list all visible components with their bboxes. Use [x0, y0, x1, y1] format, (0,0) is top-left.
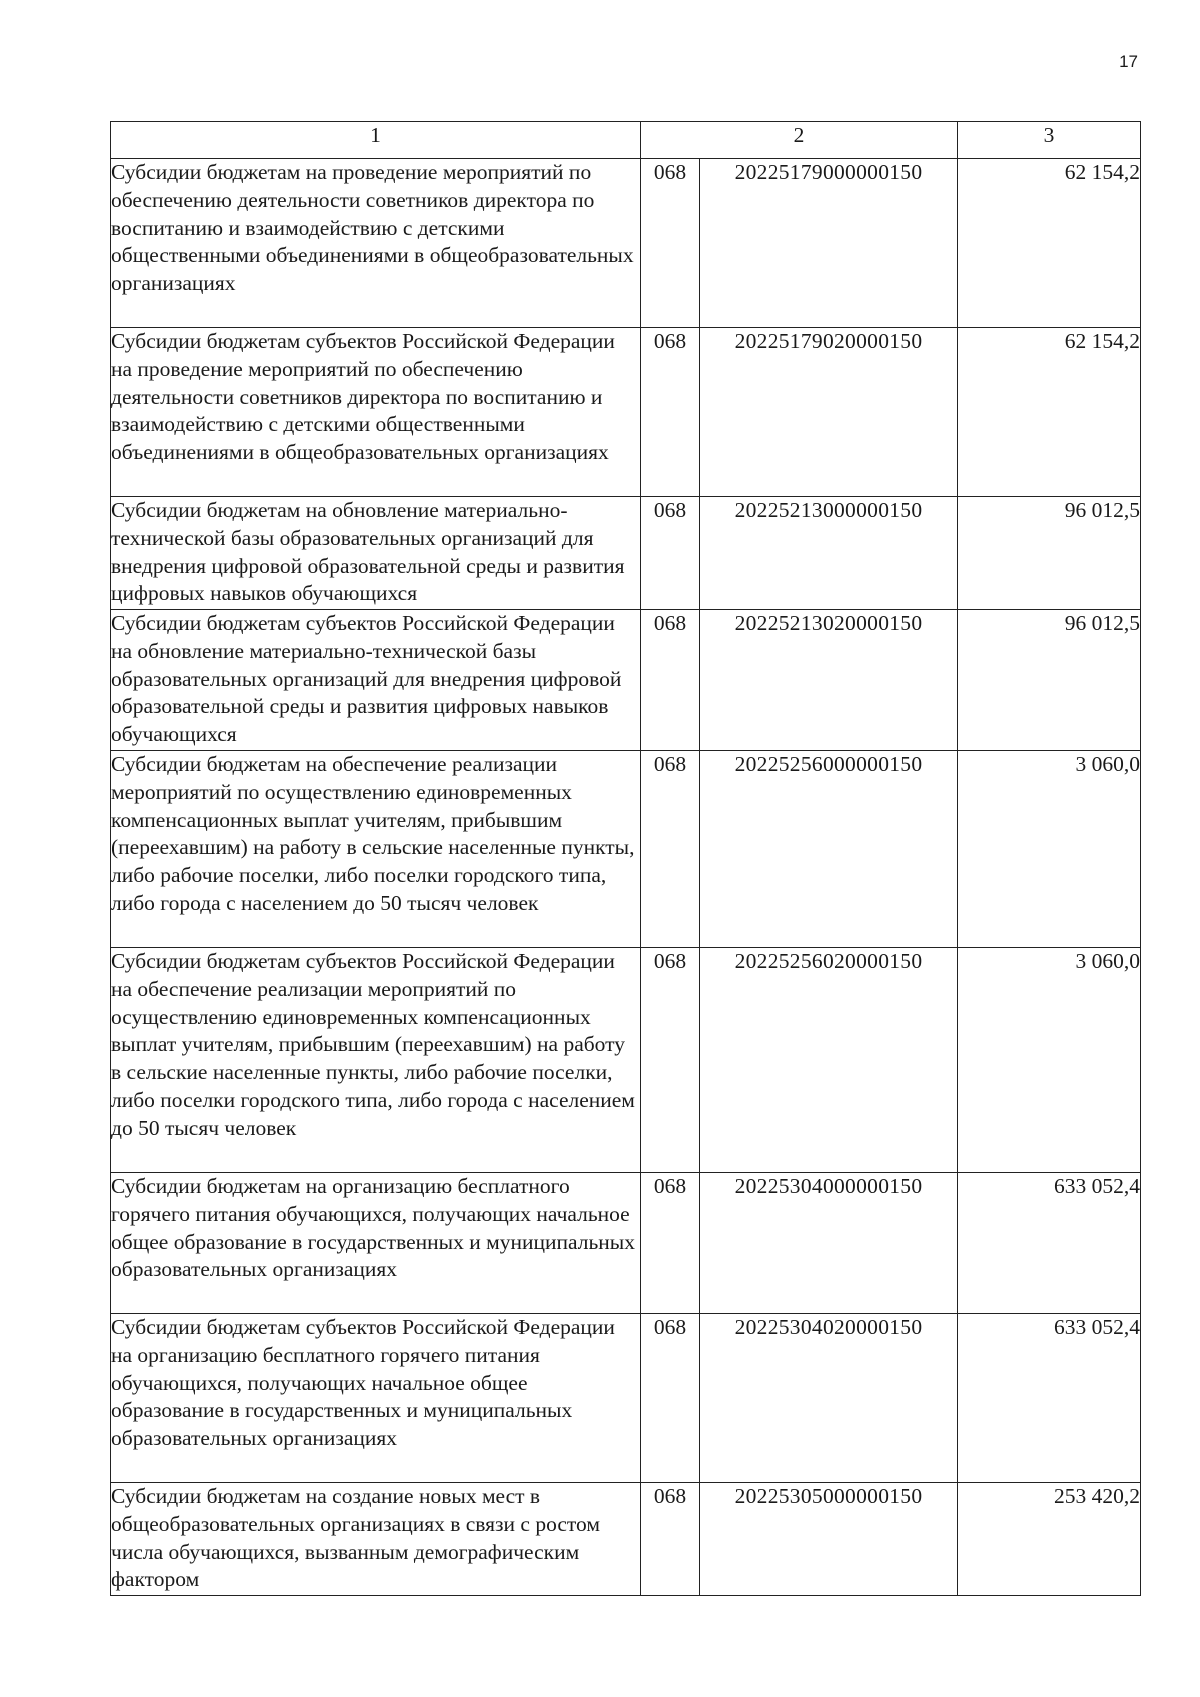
- row-budget-code: 20225304000000150: [700, 1173, 958, 1314]
- row-admin-code: 068: [641, 610, 700, 751]
- table-header-row: [111, 122, 1141, 159]
- table-row: [111, 751, 1141, 948]
- row-amount: 96 012,5: [958, 497, 1141, 610]
- row-admin-code: 068: [641, 1314, 700, 1483]
- row-budget-code: 20225256020000150: [700, 948, 958, 1173]
- table-row: [111, 497, 1141, 610]
- header-col-3: 3: [958, 122, 1141, 159]
- row-description: Субсидии бюджетам субъектов Российской Федерации на обеспечение реализации мероприятий по осуществлению единовременных компенсационных выплат учителям, прибывшим (переехавшим) на работу в сельские населенные пункты, либо рабочие поселки, либо поселки городского типа, либо города с населением до 50 тысяч человек: [111, 948, 641, 1173]
- row-amount: 96 012,5: [958, 610, 1141, 751]
- row-amount: 3 060,0: [958, 751, 1141, 948]
- budget-table: [110, 121, 1141, 1596]
- row-description: Субсидии бюджетам на создание новых мест в общеобразовательных организациях в связи с ростом числа обучающихся, вызванным демографическим фактором: [111, 1483, 641, 1596]
- row-admin-code: 068: [641, 497, 700, 610]
- row-description: Субсидии бюджетам субъектов Российской Федерации на проведение мероприятий по обеспечению деятельности советников директора по воспитанию и взаимодействию с детскими общественными объединениями в общеобразовательных организациях: [111, 328, 641, 497]
- header-col-2: 2: [641, 122, 958, 159]
- row-description: Субсидии бюджетам на организацию бесплатного горячего питания обучающихся, получающих начальное общее образование в государственных и муниципальных образовательных организациях: [111, 1173, 641, 1314]
- table-row: [111, 1483, 1141, 1596]
- row-amount: 633 052,4: [958, 1173, 1141, 1314]
- table-row: [111, 948, 1141, 1173]
- row-admin-code: 068: [641, 159, 700, 328]
- row-admin-code: 068: [641, 948, 700, 1173]
- row-budget-code: 20225305000000150: [700, 1483, 958, 1596]
- row-budget-code: 20225213000000150: [700, 497, 958, 610]
- row-amount: 62 154,2: [958, 159, 1141, 328]
- row-budget-code: 20225304020000150: [700, 1314, 958, 1483]
- header-col-1: 1: [111, 122, 641, 159]
- row-description: Субсидии бюджетам на обеспечение реализации мероприятий по осуществлению единовременных компенсационных выплат учителям, прибывшим (переехавшим) на работу в сельские населенные пункты, либо рабочие поселки, либо поселки городского типа, либо города с населением до 50 тысяч человек: [111, 751, 641, 948]
- row-description: Субсидии бюджетам на проведение мероприятий по обеспечению деятельности советников директора по воспитанию и взаимодействию с детскими общественными объединениями в общеобразовательных организациях: [111, 159, 641, 328]
- table-row: [111, 328, 1141, 497]
- row-description: Субсидии бюджетам субъектов Российской Федерации на обновление материально-технической базы образовательных организаций для внедрения цифровой образовательной среды и развития цифровых навыков обучающихся: [111, 610, 641, 751]
- row-admin-code: 068: [641, 328, 700, 497]
- row-amount: 3 060,0: [958, 948, 1141, 1173]
- table-row: [111, 159, 1141, 328]
- table-row: [111, 1314, 1141, 1483]
- row-budget-code: 20225256000000150: [700, 751, 958, 948]
- page-number: 17: [1119, 52, 1138, 71]
- row-admin-code: 068: [641, 1173, 700, 1314]
- row-budget-code: 20225213020000150: [700, 610, 958, 751]
- row-amount: 62 154,2: [958, 328, 1141, 497]
- row-description: Субсидии бюджетам субъектов Российской Федерации на организацию бесплатного горячего питания обучающихся, получающих начальное общее образование в государственных и муниципальных образовательных организациях: [111, 1314, 641, 1483]
- row-amount: 253 420,2: [958, 1483, 1141, 1596]
- row-amount: 633 052,4: [958, 1314, 1141, 1483]
- table-row: [111, 610, 1141, 751]
- row-admin-code: 068: [641, 1483, 700, 1596]
- row-budget-code: 20225179020000150: [700, 328, 958, 497]
- row-description: Субсидии бюджетам на обновление материально-технической базы образовательных организаций для внедрения цифровой образовательной среды и развития цифровых навыков обучающихся: [111, 497, 641, 610]
- row-admin-code: 068: [641, 751, 700, 948]
- row-budget-code: 20225179000000150: [700, 159, 958, 328]
- table-row: [111, 1173, 1141, 1314]
